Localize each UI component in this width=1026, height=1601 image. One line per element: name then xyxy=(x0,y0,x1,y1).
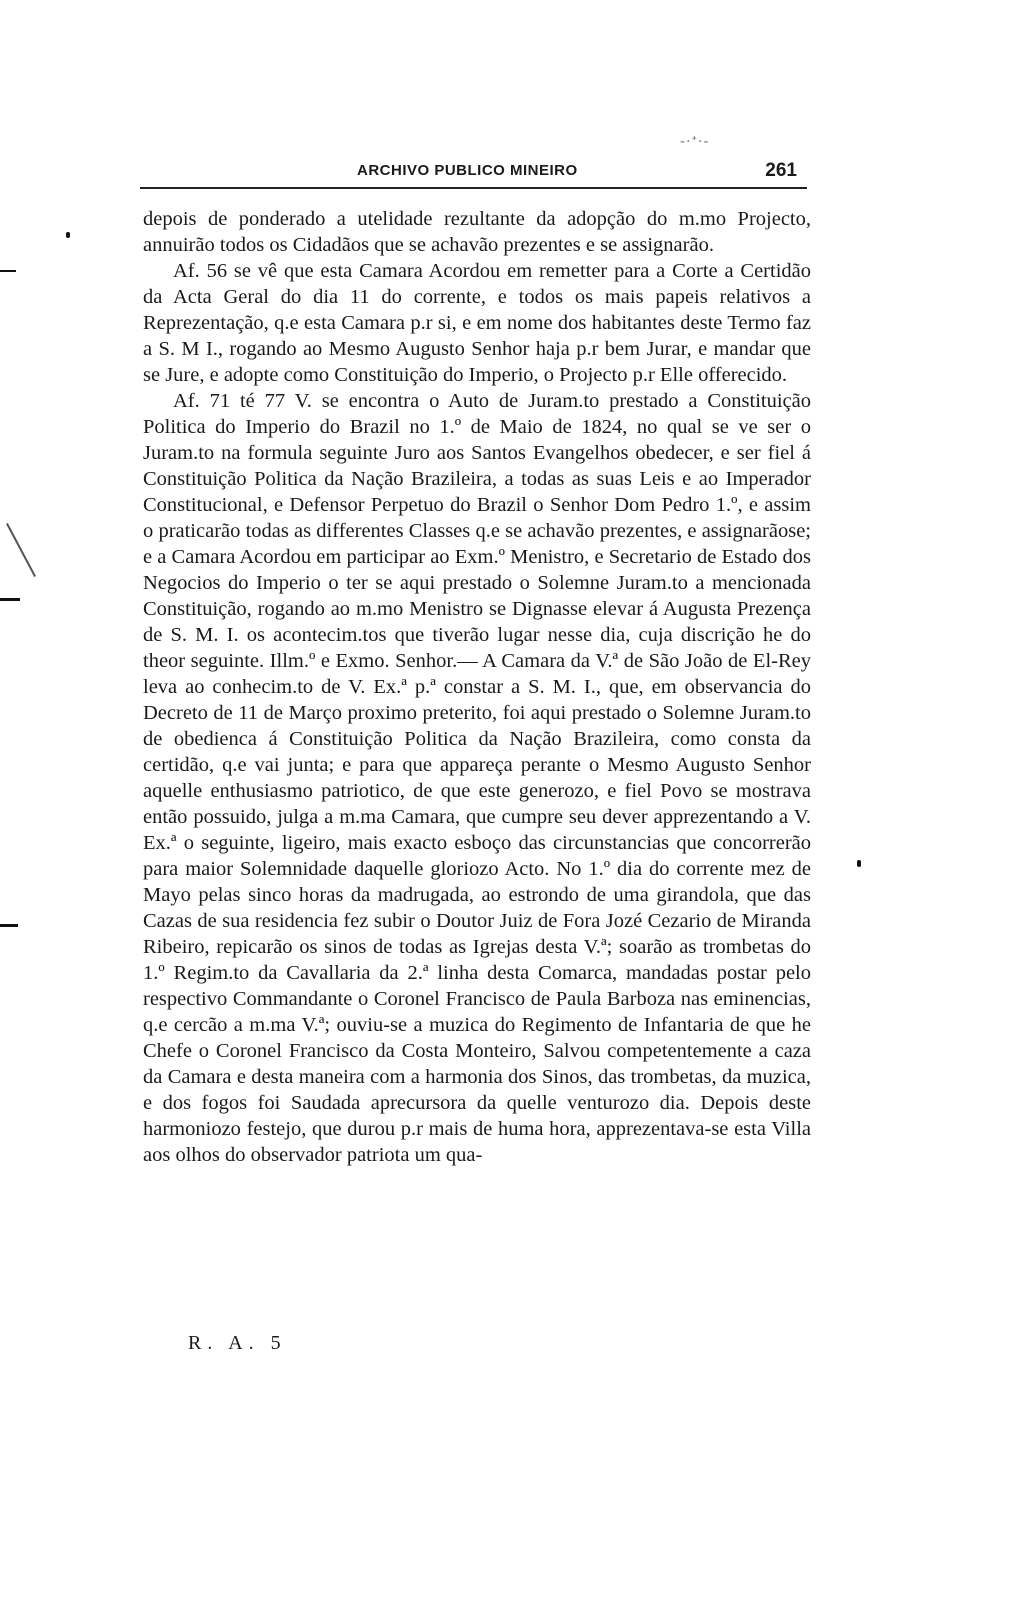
margin-tick-mark xyxy=(0,924,18,927)
margin-tick-mark xyxy=(0,270,16,272)
paragraph-2: Af. 56 se vê que esta Camara Acordou em remetter para a Corte a Certidão da Acta Geral do dia 11 do corrente, e todos os mais papeis relativos a Reprezentação, q.e esta Camara p.r si, e em nome dos habitantes deste Termo faz a S. M I., rogando ao Mesmo Augusto Senhor haja p.r bem Jurar, e mandar que se Jure, e adopte como Constituição do Imperio, o Projecto p.r Elle offerecido. xyxy=(143,260,811,386)
margin-slash-mark xyxy=(6,523,36,577)
faint-stamp-mark: -·ᐩ·- xyxy=(680,134,710,150)
margin-dot-mark xyxy=(857,860,861,867)
signature-mark: R. A. 5 xyxy=(188,1332,287,1354)
page-number: 261 xyxy=(765,160,797,181)
paragraph-3: Af. 71 té 77 V. se encontra o Auto de Juram.to prestado a Constituição Politica do Imperio do Brazil no 1.º de Maio de 1824, no qual se ve ser o Juram.to na formula seguinte Juro aos Santos Evangelhos obedecer, e ser fiel á Constituição Politica da Nação Brazileira, a todas as suas Leis e ao Imperador Constitucional, e Defensor Perpetuo do Brazil o Senhor Dom Pedro 1.º, e assim o praticarão todas as differentes Classes q.e se achavão prezentes, e assignarãose; e a Camara Acordou em participar ao Exm.º Menistro, e Secretario de Estado dos Negocios do Imperio o ter se aqui prestado o Solemne Juram.to a mencionada Constituição, rogando ao m.mo Menistro se Dignasse elevar á Augusta Prezença de S. M. I. os acontecim.tos que tiverão lugar nesse dia, cuja discrição he do theor seguinte. Illm.º e Exmo. Senhor.— A Camara da V.ª de São João de El-Rey leva ao conhecim.to de V. Ex.ª p.ª constar a S. M. I., que, em observancia do Decreto de 11 de Março proximo preterito, foi aqui prestado o Solemne Juram.to de obedienca á Constituição Politica da Nação Brazileira, como consta da certidão, q.e vai junta; e para que appareça perante o Mesmo Augusto Senhor aquelle enthusiasmo patriotico, de que este generozo, e fiel Povo se mostrava então possuido, julga a m.ma Camara, que cumpre seu dever apprezentando a V. Ex.ª o seguinte, ligeiro, mais exacto esboço das circunstancias que concorrerão para maior Solemnidade daquelle gloriozo Acto. No 1.º dia do corrente mez de Mayo pelas sinco horas da madrugada, ao estrondo de uma girandola, que das Cazas de sua residencia fez subir o Doutor Juiz de Fora Jozé Cezario de Miranda Ribeiro, repicarão os sinos de todas as Igrejas desta V.ª; soarão as trombetas do 1.º Regim.to da Cavallaria da 2.ª linha desta Comarca, mandadas postar pelo respectivo Commandante o Coronel Francisco de Paula Barboza nas eminencias, q.e cercão a m.ma V.ª; ouviu-se a muzica do Regimento de Infantaria de que he Chefe o Coronel Francisco da Costa Monteiro, Salvou competentemente a caza da Camara e desta maneira com a harmonia dos Sinos, das trombetas, da muzica, e dos fogos foi Saudada aprecursora da quelle venturozo dia. Depois deste harmoniozo festejo, que durou p.r mais de huma hora, apprezentava-se esta Villa aos olhos do observador patriota um qua- xyxy=(143,390,811,1166)
paragraph-1: depois de ponderado a utelidade rezultante da adopção do m.mo Projecto, annuirão todos os Cidadãos que se achavão prezentes e se assignarão. xyxy=(143,208,811,256)
margin-tick-mark xyxy=(0,598,20,601)
header-rule xyxy=(140,187,807,189)
body-text xyxy=(143,206,811,1168)
margin-dot-mark xyxy=(66,232,70,238)
page-header xyxy=(145,160,807,184)
running-head: ARCHIVO PUBLICO MINEIRO xyxy=(357,162,578,179)
